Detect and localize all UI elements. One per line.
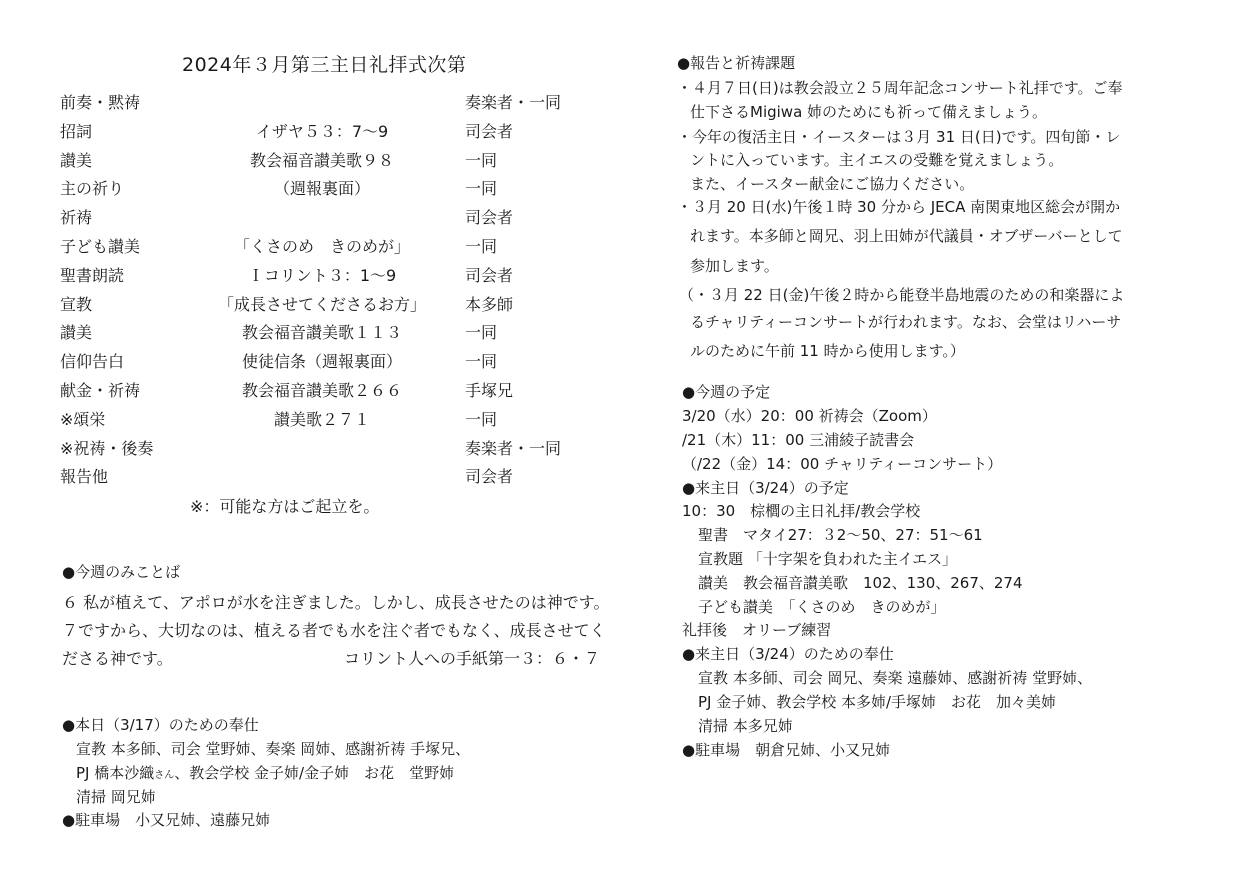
order-item-content: イザヤ５３：7～9 — [255, 122, 389, 141]
schedule-line: 讃美 教会福音讃美歌 102、130、267、274 — [698, 574, 1023, 592]
schedule-line: 子ども讃美 「くさのめ きのめが」 — [698, 598, 946, 616]
next-sunday-heading: ●来主日（3/24）の予定 — [682, 479, 849, 497]
order-item-leader: 一同 — [465, 323, 498, 342]
order-item-leader: 一同 — [465, 237, 498, 256]
order-item-content: 讃美歌２７１ — [273, 410, 371, 429]
standing-note: ※：可能な方はご起立を。 — [190, 497, 380, 516]
order-item-leader: 奏楽者・一同 — [465, 93, 562, 112]
service-line: 宣教 本多師、司会 岡兄、奏楽 遠藤姉、感謝祈祷 堂野姉、 — [698, 669, 1093, 687]
announcement-line: 仕下さるMigiwa 姉のためにも祈って備えましょう。 — [690, 103, 1048, 121]
schedule-line: （/22（金）14：00 チャリティーコンサート） — [682, 455, 1003, 473]
announcement-line: 参加します。 — [690, 257, 779, 275]
schedule-line: 聖書 マタイ27：３2～50、27：51～61 — [698, 526, 983, 544]
order-item-label: 報告他 — [60, 467, 109, 486]
order-item-label: 讃美 — [60, 151, 93, 170]
order-item-label: 主の祈り — [60, 179, 125, 198]
order-item-label: 宣教 — [60, 295, 93, 314]
verse-line: ７ですから、大切なのは、植える者でも水を注ぐ者でもなく、成長させてく — [62, 621, 606, 640]
order-item-leader: 一同 — [465, 352, 498, 371]
weekly-word-heading: ●今週のみことば — [62, 563, 181, 581]
schedule-line: 礼拝後 オリーブ練習 — [682, 621, 832, 639]
service-line: 宣教 本多師、司会 堂野姉、奏楽 岡姉、感謝祈祷 手塚兄、 — [76, 740, 471, 758]
order-item-label: 聖書朗読 — [60, 266, 125, 285]
order-item-leader: 一同 — [465, 179, 498, 198]
order-item-leader: 司会者 — [465, 266, 514, 285]
order-item-content: 教会福音讃美歌１１３ — [241, 323, 403, 342]
order-item-label: ※頌栄 — [60, 410, 106, 429]
schedule-line: 10：30 棕櫚の主日礼拝/教会学校 — [682, 502, 921, 520]
order-item-content: 使徒信条（週報裏面） — [241, 352, 403, 371]
announcement-line: ントに入っています。主イエスの受難を覚えましょう。 — [690, 151, 1064, 169]
order-item-leader: 一同 — [465, 410, 498, 429]
order-item-leader: 一同 — [465, 151, 498, 170]
service-line: 清掃 本多兄姉 — [698, 717, 793, 735]
order-item-leader: 本多師 — [465, 295, 514, 314]
order-item-label: 前奏・黙祷 — [60, 93, 141, 112]
page-title: 2024年３月第三主日礼拝式次第 — [182, 54, 467, 76]
announcement-line: （・３月 22 日(金)午後２時から能登半島地震のための和楽器によ — [679, 286, 1125, 304]
next-service-heading: ●来主日（3/24）のための奉仕 — [682, 645, 894, 663]
service-line-part: PJ 橋本沙織 — [76, 764, 155, 782]
service-line: 清掃 岡兄姉 — [76, 788, 156, 806]
verse-line: ださる神です。 — [62, 649, 173, 668]
order-item-content: （週報裏面） — [273, 179, 371, 198]
order-item-leader: 手塚兄 — [465, 381, 514, 400]
schedule-line: 3/20（水）20：00 祈祷会（Zoom） — [682, 407, 937, 425]
today-service-heading: ●本日（3/17）のための奉仕 — [62, 716, 259, 734]
order-item-content: 「成長させてくださるお方」 — [217, 295, 427, 314]
announcements-heading: ●報告と祈祷課題 — [677, 54, 796, 72]
schedule-line: /21（木）11：00 三浦綾子読書会 — [682, 431, 915, 449]
honorific-small: さん — [154, 770, 175, 781]
service-line: PJ 金子姉、教会学校 本多姉/手塚姉 お花 加々美姉 — [698, 693, 1057, 711]
verse-line: ６ 私が植えて、アポロが水を注ぎました。しかし、成長させたのは神です。 — [62, 593, 610, 612]
order-item-content: 「くさのめ きのめが」 — [233, 237, 411, 256]
service-line — [76, 762, 454, 783]
order-item-label: 子ども讃美 — [60, 237, 141, 256]
order-item-content: 教会福音讃美歌２６６ — [241, 381, 403, 400]
announcement-line: ・４月７日(日)は教会設立２５周年記念コンサート礼拝です。ご奉 — [677, 79, 1123, 97]
announcement-line: また、イースター献金にご協力ください。 — [690, 175, 975, 193]
parking-line: ●駐車場 朝倉兄姉、小又兄姉 — [682, 741, 891, 759]
announcement-line: ・３月 20 日(水)午後１時 30 分から JECA 南関東地区総会が開か — [677, 198, 1121, 216]
order-item-leader: 奏楽者・一同 — [465, 439, 562, 458]
order-item-label: 信仰告白 — [60, 352, 125, 371]
order-item-leader: 司会者 — [465, 122, 514, 141]
schedule-line: 宣教題 「十字架を負われた主イエス」 — [698, 550, 958, 568]
service-line-part: 、教会学校 金子姉/金子姉 お花 堂野姉 — [174, 764, 455, 782]
verse-reference: コリント人への手紙第一３：６・７ — [344, 649, 601, 668]
order-item-label: 献金・祈祷 — [60, 381, 141, 400]
order-item-label: 讃美 — [60, 323, 93, 342]
order-item-label: 招詞 — [60, 122, 93, 141]
announcement-line: ・今年の復活主日・イースターは３月 31 日(日)です。四旬節・レ — [677, 128, 1121, 146]
order-item-content: 教会福音讃美歌９８ — [249, 151, 395, 170]
week-schedule-heading: ●今週の予定 — [682, 383, 771, 401]
order-item-label: ※祝祷・後奏 — [60, 439, 154, 458]
order-item-label: 祈祷 — [60, 208, 93, 227]
announcement-line: るチャリティーコンサートが行われます。なお、会堂はリハーサ — [690, 313, 1122, 331]
order-item-leader: 司会者 — [465, 467, 514, 486]
order-item-leader: 司会者 — [465, 208, 514, 227]
order-item-content: Ｉコリント３：1～9 — [247, 266, 397, 285]
announcement-line: れます。本多師と岡兄、羽上田姉が代議員・オブザーバーとして — [690, 227, 1123, 245]
parking-line: ●駐車場 小又兄姉、遠藤兄姉 — [62, 811, 271, 829]
announcement-line: ルのために午前 11 時から使用します。） — [690, 342, 965, 360]
